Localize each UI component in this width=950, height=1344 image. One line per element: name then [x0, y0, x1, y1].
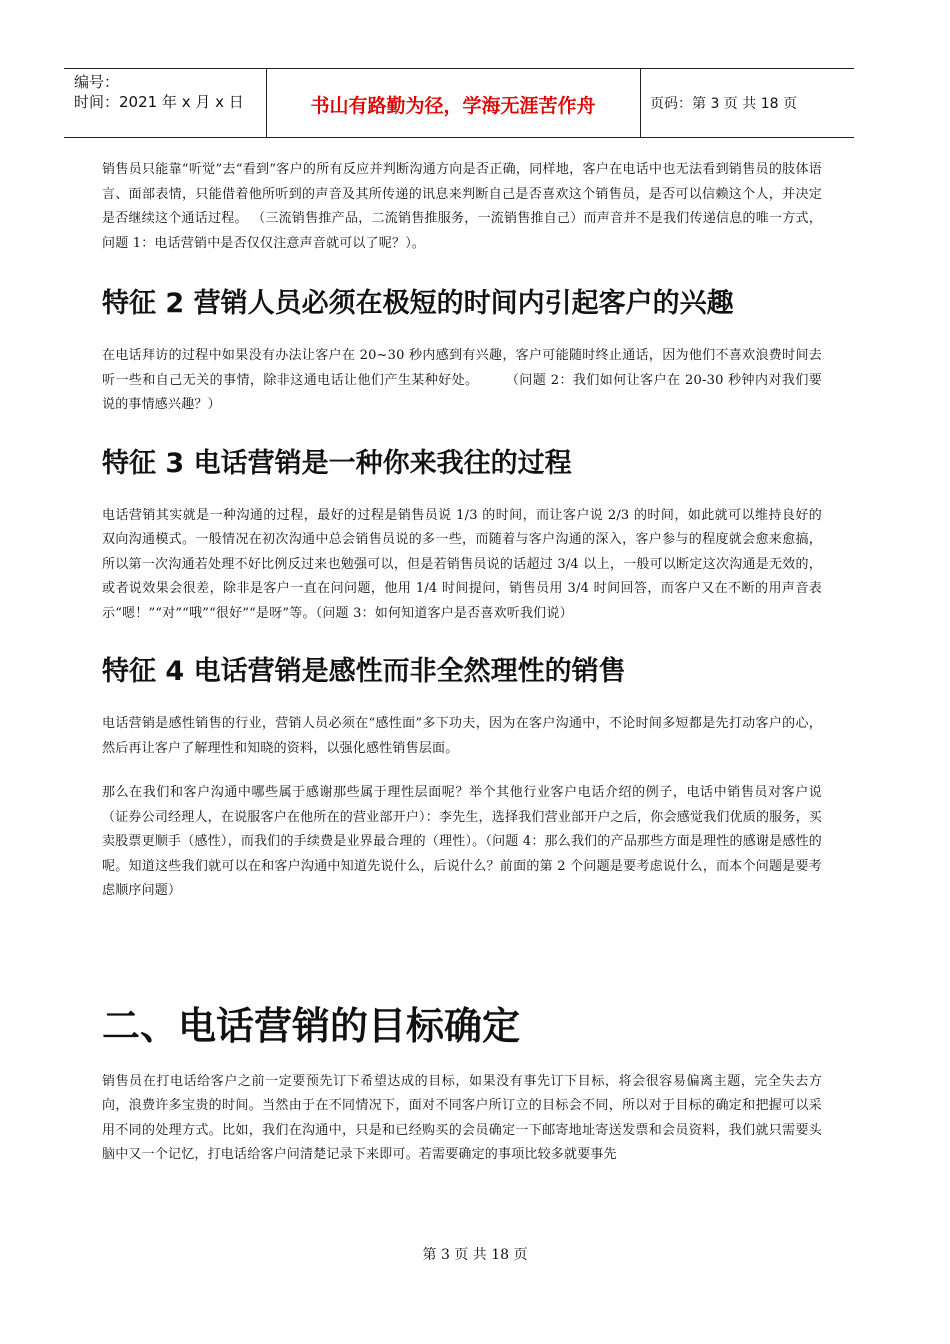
document-header [64, 68, 854, 138]
header-motto-cell [266, 69, 641, 137]
feature3-paragraph: 电话营销其实就是一种沟通的过程，最好的过程是销售员说 1/3 的时间，而让客户说 2/3 的时间，如此就可以维持良好的双向沟通模式。一般情况在初次沟通中总会销售员说的多一些，而随着与客户沟通的深入，客户参与的程度就会愈来愈搞，所以第一次沟通若处理不好比例反过来也勉强可以，但是若销售员说的话超过 3/4 以上，一般可以断定这次沟通是无效的，或者说效果会很差，除非是客户一直在问问题，他用 1/4 时间提问，销售员用 3/4 时间回答，而客户又在不断的用声音表示“嗯！”“对”“哦”“很好”“是呀”等。（问题 3：如何知道客户是否喜欢听我们说） [102, 507, 822, 621]
feature2-heading: 特征 2 营销人员必须在极短的时间内引起客户的兴趣 [102, 288, 734, 319]
header-page-cell [640, 69, 854, 137]
header-meta-cell [64, 69, 267, 137]
intro-paragraph: 销售员只能靠“听觉”去“看到”客户的所有反应并判断沟通方向是否正确，同样地，客户在电话中也无法看到销售员的肢体语言、面部表情，只能借着他所听到的声音及其所传递的讯息来判断自己是否喜欢这个销售员，是否可以信赖这个人，并决定是否继续这个通话过程。 （三流销售推产品，二流销售推服务，一流销售推自己）而声音并不是我们传递信息的唯一方式，问题 1：电话营销中是否仅仅注意声音就可以了呢？）。 [102, 162, 822, 251]
page-footer: 第 3 页 共 18 页 [422, 1247, 528, 1263]
feature4-paragraph-2: 那么在我们和客户沟通中哪些属于感谢那些属于理性层面呢？举个其他行业客户电话介绍的例子，电话中销售员对客户说（证券公司经理人，在说服客户在他所在的营业部开户）：李先生，选择我们营业部开户之后，你会感觉我们优质的服务，买卖股票更顺手（感性），而我们的手续费是业界最合理的（理性）。（问题 4：那么我们的产品那些方面是理性的感谢是感性的呢。知道这些我们就可以在和客户沟通中知道先说什么，后说什么？前面的第 2 个问题是要考虑说什么，而本个问题是要考虑顺序问题） [102, 785, 822, 898]
document-body [102, 158, 822, 1168]
chapter2-heading: 二、电话营销的目标确定 [102, 1003, 521, 1048]
document-date-label: 时间：2021 年 x 月 x 日 [74, 93, 244, 111]
document-number-label: 编号： [74, 73, 120, 91]
header-motto: 书山有路勤为径，学海无涯苦作舟 [310, 95, 596, 117]
header-page-info: 页码：第 3 页 共 18 页 [650, 96, 797, 112]
chapter2-paragraph: 销售员在打电话给客户之前一定要预先订下希望达成的目标，如果没有事先订下目标，将会很容易偏离主题，完全失去方向，浪费许多宝贵的时间。当然由于在不同情况下，面对不同客户所订立的目标会不同，所以对于目标的确定和把握可以采用不同的处理方式。比如，我们在沟通中，只是和已经购买的会员确定一下邮寄地址寄送发票和会员资料，我们就只需要头脑中又一个记忆，打电话给客户问清楚记录下来即可。若需要确定的事项比较多就要事先 [102, 1073, 822, 1162]
feature4-heading: 特征 4 电话营销是感性而非全然理性的销售 [102, 656, 626, 687]
feature4-paragraph-1: 电话营销是感性销售的行业，营销人员必须在“感性面”多下功夫，因为在客户沟通中，不论时间多短都是先打动客户的心，然后再让客户了解理性和知晓的资料，以强化感性销售层面。 [102, 716, 822, 756]
feature2-paragraph: 在电话拜访的过程中如果没有办法让客户在 20~30 秒内感到有兴趣，客户可能随时终止通话，因为他们不喜欢浪费时间去听一些和自己无关的事情，除非这通电话让他们产生某种好处。 （问题 2：我们如何让客户在 20-30 秒钟内对我们要说的事情感兴趣？） [102, 348, 822, 412]
feature3-heading: 特征 3 电话营销是一种你来我往的过程 [102, 447, 572, 479]
